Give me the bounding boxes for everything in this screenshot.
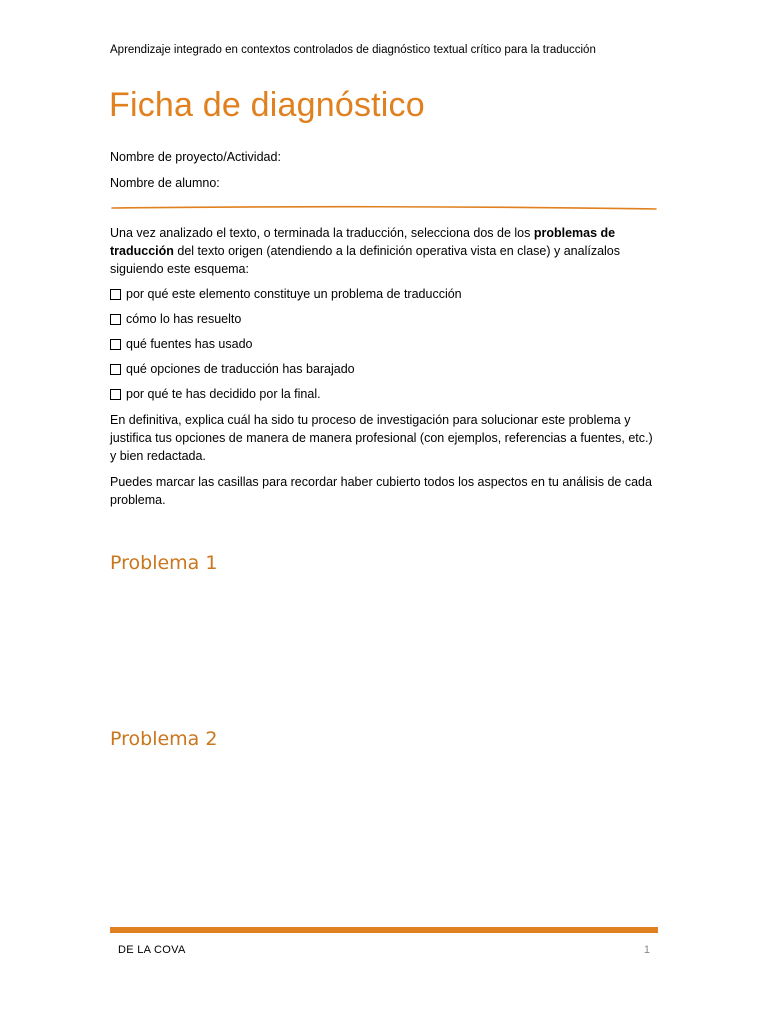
footer-rule — [110, 927, 658, 933]
checklist-item — [110, 335, 658, 360]
checklist-item — [110, 310, 658, 335]
intro-text-2: del texto origen (atendiendo a la definición operativa vista en clase) y analízalos siguiendo este esquema: — [110, 244, 621, 276]
checkbox-icon[interactable] — [110, 364, 121, 375]
intro-text-1: Una vez analizado el texto, o terminada la traducción, selecciona dos de los — [110, 226, 534, 240]
intro-bold-term: problemas de traducción — [110, 226, 616, 258]
document-title: Ficha de diagnóstico — [109, 86, 425, 124]
checkbox-icon[interactable] — [110, 314, 121, 325]
checklist-item-label: por qué este elemento constituye un problema de traducción — [126, 287, 462, 301]
footer-author: DE LA COVA — [118, 944, 186, 956]
checkbox-icon[interactable] — [110, 289, 121, 300]
checklist-item — [110, 360, 658, 385]
title-separator — [110, 203, 658, 213]
checklist-item-label: qué fuentes has usado — [126, 337, 253, 351]
problem-2-heading: Problema 2 — [110, 728, 218, 750]
reminder-paragraph: Puedes marcar las casillas para recordar haber cubierto todos los aspectos en tu análisis de cada problema. — [110, 475, 652, 507]
problem-1-heading: Problema 1 — [110, 552, 218, 574]
summary-paragraph: En definitiva, explica cuál ha sido tu proceso de investigación para solucionar este problema y justifica tus opciones de manera de manera profesional (con ejemplos, referencias a fuentes, etc.) y bien redactada. — [110, 413, 653, 463]
student-name-field: Nombre de alumno: — [110, 176, 220, 190]
checklist-item — [110, 285, 658, 310]
checkbox-icon[interactable] — [110, 389, 121, 400]
project-name-field: Nombre de proyecto/Actividad: — [110, 150, 281, 164]
running-header: Aprendizaje integrado en contextos controlados de diagnóstico textual crítico para la traducción — [110, 44, 596, 56]
checklist-item-label: qué opciones de traducción has barajado — [126, 362, 355, 376]
checklist-item — [110, 385, 658, 410]
instructions-intro — [110, 224, 658, 278]
checklist-item-label: cómo lo has resuelto — [126, 312, 242, 326]
analysis-checklist — [110, 285, 658, 410]
checkbox-icon[interactable] — [110, 339, 121, 350]
checklist-item-label: por qué te has decidido por la final. — [126, 387, 321, 401]
page-number: 1 — [643, 944, 650, 956]
